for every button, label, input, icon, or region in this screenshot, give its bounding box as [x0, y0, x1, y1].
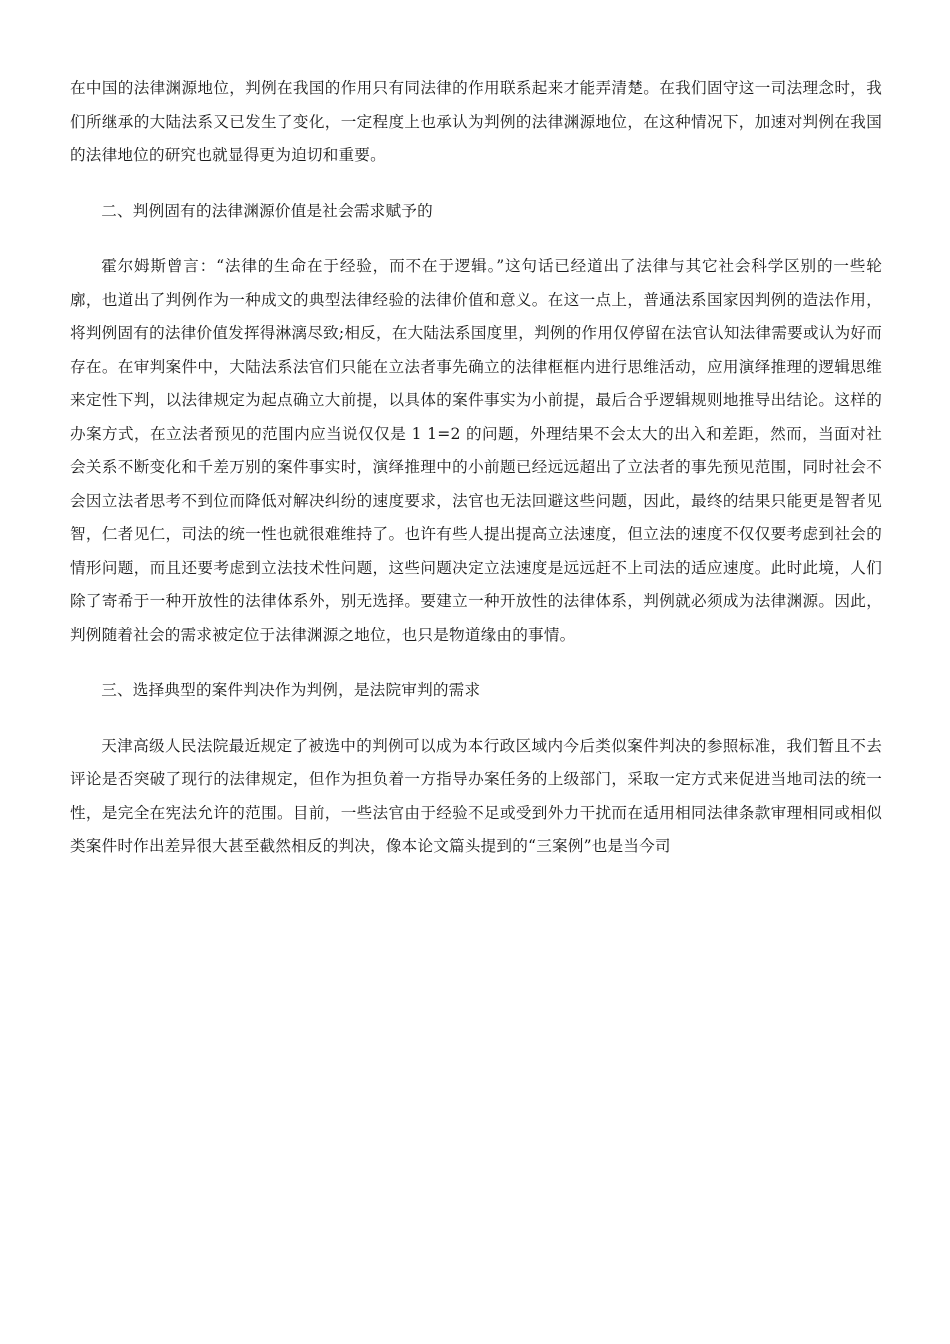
- paragraph-gap: [70, 708, 882, 730]
- paragraph-gap: [70, 652, 882, 674]
- paragraph-gap: [70, 228, 882, 250]
- section-3-paragraph: 天津高级人民法院最近规定了被选中的判例可以成为本行政区域内今后类似案件判决的参照标准，我们暂且不去评论是否突破了现行的法律规定，但作为担负着一方指导办案任务的上级部门，采取一定方式来促进当地司法的统一性，是完全在宪法允许的范围。目前，一些法官由于经验不足或受到外力干扰而在适用相同法律条款审理相同或相似类案件时作出差异很大甚至截然相反的判决，像本论文篇头提到的“三案例”也是当今司: [70, 736, 882, 855]
- intro-paragraph: 在中国的法律渊源地位，判例在我国的作用只有同法律的作用联系起来才能弄清楚。在我们固守这一司法理念时，我们所继承的大陆法系又已发生了变化，一定程度上也承认为判例的法律渊源地位，在这种情况下，加速对判例在我国的法律地位的研究也就显得更为迫切和重要。: [70, 79, 882, 164]
- document-body: [70, 72, 882, 864]
- paragraph-gap: [70, 173, 882, 195]
- section-2-paragraph: 霍尔姆斯曾言：“法律的生命在于经验，而不在于逻辑。”这句话已经道出了法律与其它社会科学区别的一些轮廓，也道出了判例作为一种成文的典型法律经验的法律价值和意义。在这一点上，普通法系国家因判例的造法作用，将判例固有的法律价值发挥得淋漓尽致;相反，在大陆法系国度里，判例的作用仅停留在法官认知法律需要或认为好而存在。在审判案件中，大陆法系法官们只能在立法者事先确立的法律框框内进行思维活动，应用演绎推理的逻辑思维来定性下判，以法律规定为起点确立大前提，以具体的案件事实为小前提，最后合乎逻辑规则地推导出结论。这样的办案方式，在立法者预见的范围内应当说仅仅是 1 1=2 的问题，外理结果不会太大的出入和差距，然而，当面对社会关系不断变化和千差万别的案件事实时，演绎推理中的小前题已经远远超出了立法者的事先预见范围，同时社会不会因立法者思考不到位而降低对解决纠纷的速度要求，法官也无法回避这些问题，因此，最终的结果只能更是智者见智，仁者见仁，司法的统一性也就很难维持了。也许有些人提出提高立法速度，但立法的速度不仅仅要考虑到社会的情形问题，而且还要考虑到立法技术性问题，这些问题决定立法速度是远远赶不上司法的适应速度。此时此境，人们除了寄希于一种开放性的法律体系外，别无选择。要建立一种开放性的法律体系，判例就必须成为法律渊源。因此，判例随着社会的需求被定位于法律渊源之地位，也只是物道缘由的事情。: [70, 257, 882, 644]
- section-3-heading: 三、选择典型的案件判决作为判例，是法院审判的需求: [101, 681, 481, 699]
- section-2-heading: 二、判例固有的法律渊源价值是社会需求赋予的: [101, 201, 433, 220]
